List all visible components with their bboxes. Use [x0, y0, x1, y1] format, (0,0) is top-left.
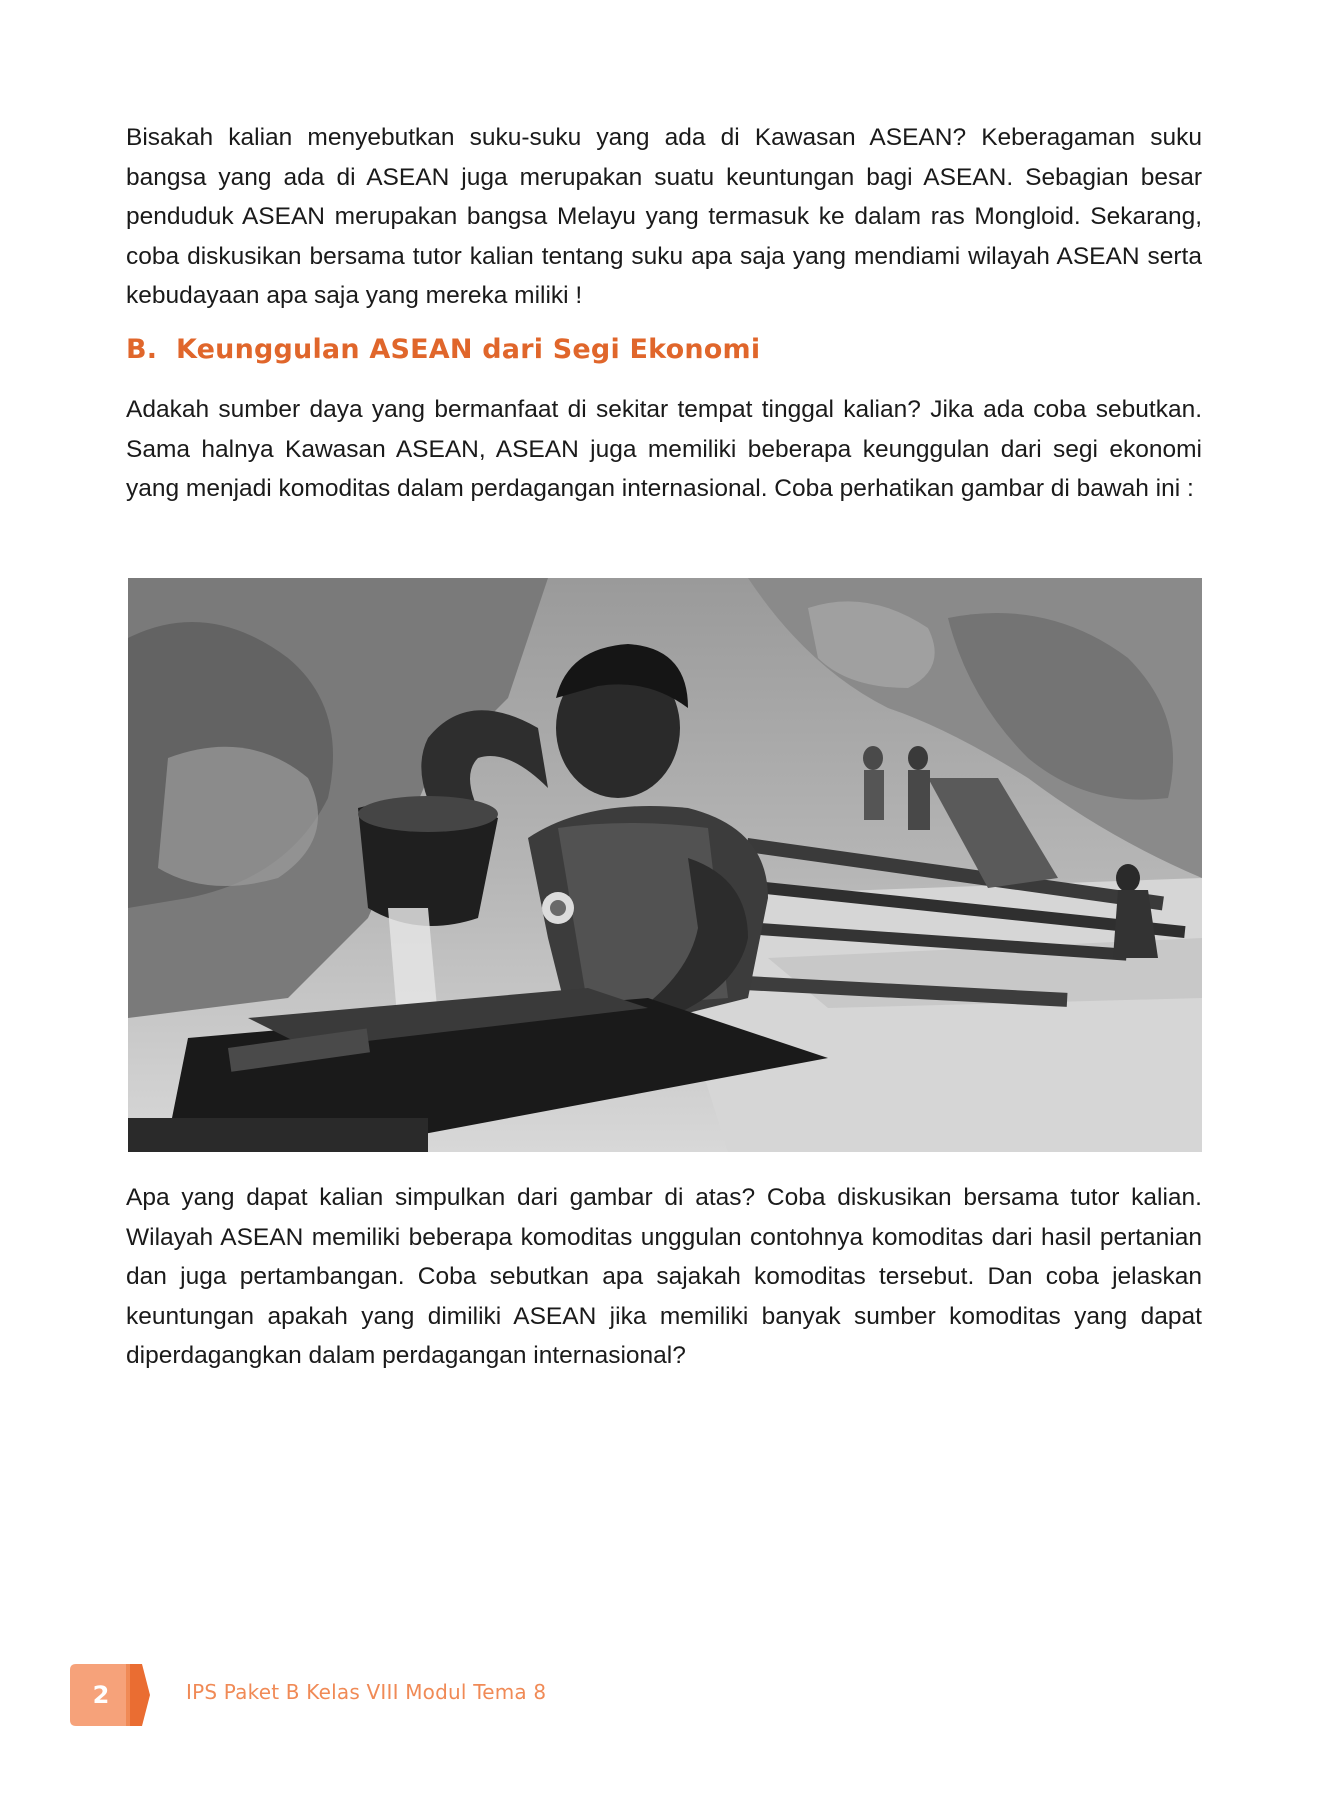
page-number: 2: [92, 1681, 110, 1709]
mining-photo: [128, 578, 1202, 1152]
section-heading: [126, 334, 760, 365]
section-intro-paragraph: Adakah sumber daya yang bermanfaat di sekitar tempat tinggal kalian? Jika ada coba sebutkan. Sama halnya Kawasan ASEAN, ASEAN juga memiliki beberapa keunggulan dari segi ekonomi yang menjadi komoditas dalam perdagangan internasional. Coba perhatikan gambar di bawah ini :: [126, 396, 1202, 502]
section-title: Keunggulan ASEAN dari Segi Ekonomi: [176, 334, 761, 365]
intro-paragraph: Bisakah kalian menyebutkan suku-suku yang ada di Kawasan ASEAN? Keberagaman suku bangsa yang ada di ASEAN juga merupakan suatu keuntungan bagi ASEAN. Sebagian besar penduduk ASEAN merupakan bangsa Melayu yang termasuk ke dalam ras Mongloid. Sekarang, coba diskusikan bersama tutor kalian tentang suku apa saja yang mendiami wilayah ASEAN serta kebudayaan apa saja yang mereka miliki !: [126, 124, 1202, 309]
after-image-paragraph: Apa yang dapat kalian simpulkan dari gambar di atas? Coba diskusikan bersama tutor kalian. Wilayah ASEAN memiliki beberapa komoditas unggulan contohnya komoditas dari hasil pertanian dan juga pertambangan. Coba sebutkan apa sajakah komoditas tersebut. Dan coba jelaskan keuntungan apakah yang dimiliki ASEAN jika memiliki banyak sumber komoditas yang dapat diperdagangkan dalam perdagangan internasional?: [126, 1184, 1202, 1369]
footer-title: IPS Paket B Kelas VIII Modul Tema 8: [186, 1680, 547, 1704]
section-letter: B.: [126, 334, 158, 365]
